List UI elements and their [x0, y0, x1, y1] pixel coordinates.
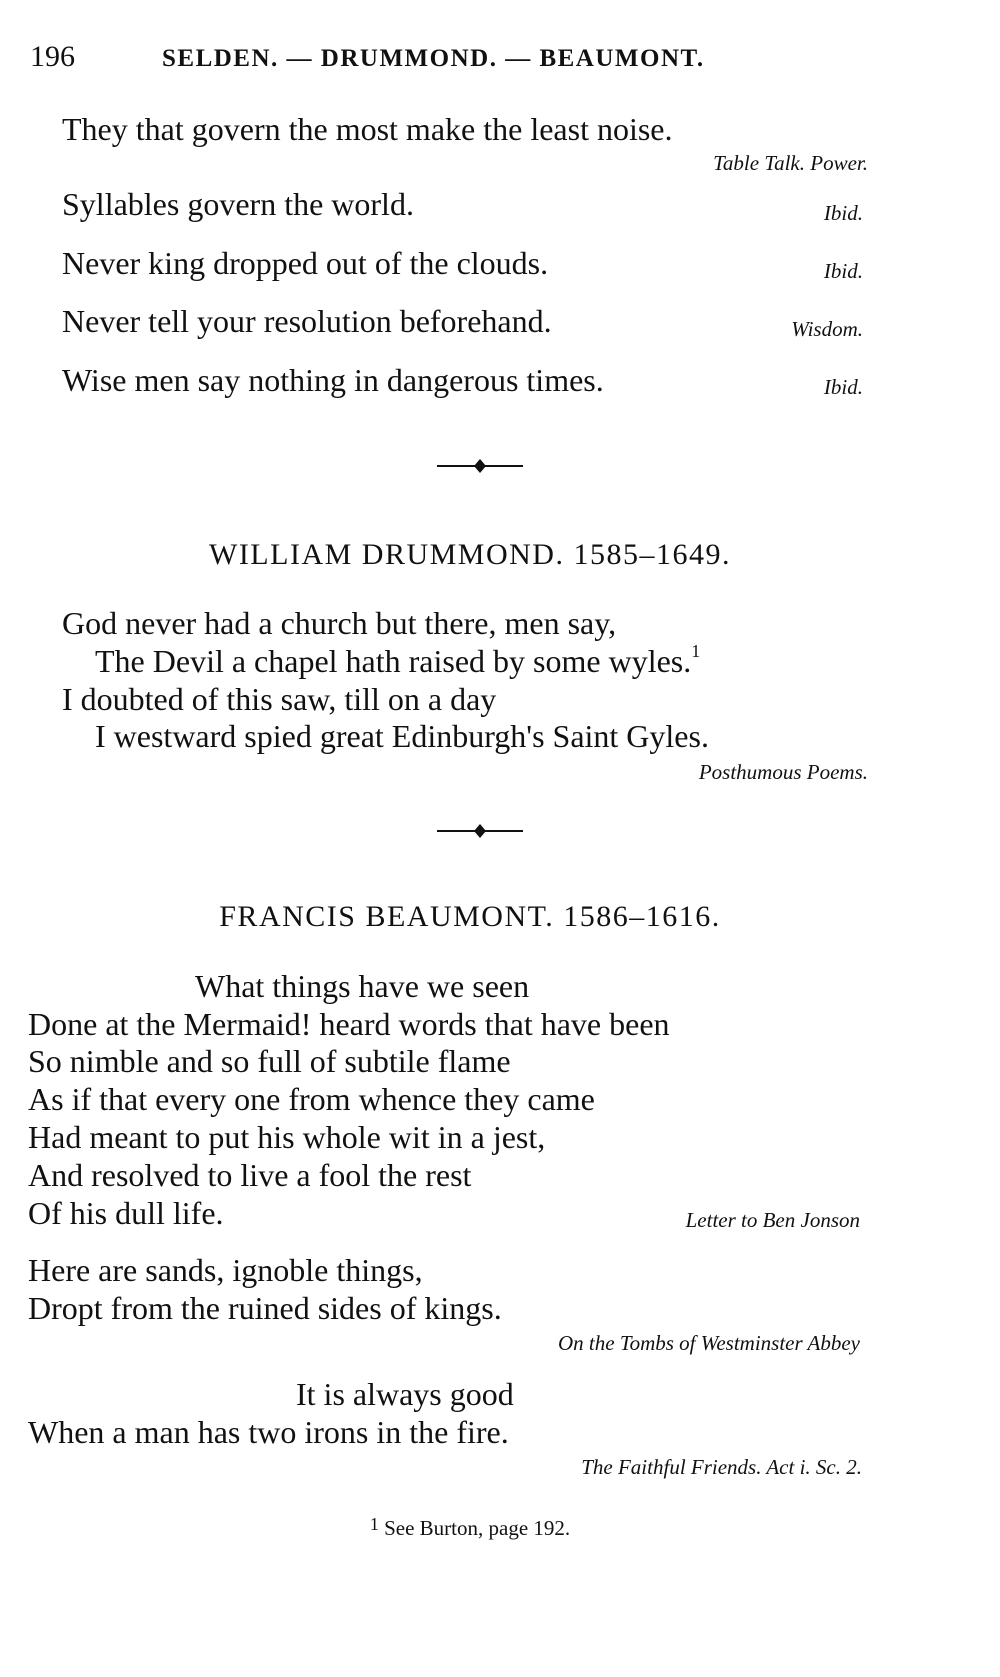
drummond-line-1: God never had a church but there, men say, — [62, 605, 617, 641]
running-head — [30, 40, 930, 74]
footnote-text: See Burton, page 192. — [384, 1516, 571, 1540]
selden-quote-4: Never tell your resolution beforehand. — [62, 303, 552, 339]
tombs-line-2: Dropt from the ruined sides of kings. — [28, 1290, 502, 1326]
beaumont-heading: FRANCIS BEAUMONT. 1586–1616. — [219, 900, 721, 933]
footnote-ref: 1 — [691, 641, 701, 661]
drummond-heading: WILLIAM DRUMMOND. 1585–1649. — [209, 538, 731, 571]
drummond-cite: Posthumous Poems. — [698, 760, 868, 784]
mermaid-line-5: Had meant to put his whole wit in a jest, — [28, 1119, 546, 1155]
mermaid-line-7: Of his dull life. — [28, 1195, 224, 1231]
selden-cite-2: Ibid. — [823, 201, 863, 225]
footnote-mark: 1 — [369, 1514, 379, 1534]
mermaid-line-6: And resolved to live a fool the rest — [28, 1157, 472, 1193]
drummond-line-3: I doubted of this saw, till on a day — [62, 681, 497, 717]
running-title: SELDEN. — DRUMMOND. — BEAUMONT. — [162, 45, 705, 72]
selden-quote-3: Never king dropped out of the clouds. — [62, 245, 549, 281]
selden-cite-4: Wisdom. — [791, 317, 863, 341]
selden-cite-1: Table Talk. Power. — [713, 151, 868, 175]
irons-line-1: It is always good — [296, 1376, 514, 1412]
mermaid-line-3: So nimble and so full of subtile flame — [28, 1043, 511, 1079]
mermaid-line-4: As if that every one from whence they came — [28, 1081, 595, 1117]
tombs-cite: On the Tombs of Westminster Abbey — [558, 1331, 860, 1355]
selden-cite-5: Ibid. — [823, 375, 863, 399]
ornamental-divider-icon — [435, 821, 525, 841]
drummond-line-2 — [95, 641, 701, 679]
ornamental-divider-icon — [435, 456, 525, 476]
mermaid-cite: Letter to Ben Jonson — [685, 1208, 860, 1232]
mermaid-line-1: What things have we seen — [195, 968, 530, 1004]
selden-cite-3: Ibid. — [823, 259, 863, 283]
selden-quote-2: Syllables govern the world. — [62, 186, 414, 222]
drummond-line-4: I westward spied great Edinburgh's Saint Gyles. — [95, 718, 709, 754]
selden-quote-5: Wise men say nothing in dangerous times. — [62, 362, 604, 398]
footnote — [0, 1514, 970, 1540]
page-number: 196 — [30, 40, 75, 73]
irons-line-2: When a man has two irons in the fire. — [28, 1414, 509, 1450]
irons-cite: The Faithful Friends. Act i. Sc. 2. — [581, 1455, 862, 1479]
drummond-line-2-text: The Devil a chapel hath raised by some wyles. — [95, 643, 692, 679]
selden-quote-1: They that govern the most make the least noise. — [62, 111, 673, 147]
mermaid-line-2: Done at the Mermaid! heard words that have been — [28, 1006, 670, 1042]
tombs-line-1: Here are sands, ignoble things, — [28, 1252, 423, 1288]
